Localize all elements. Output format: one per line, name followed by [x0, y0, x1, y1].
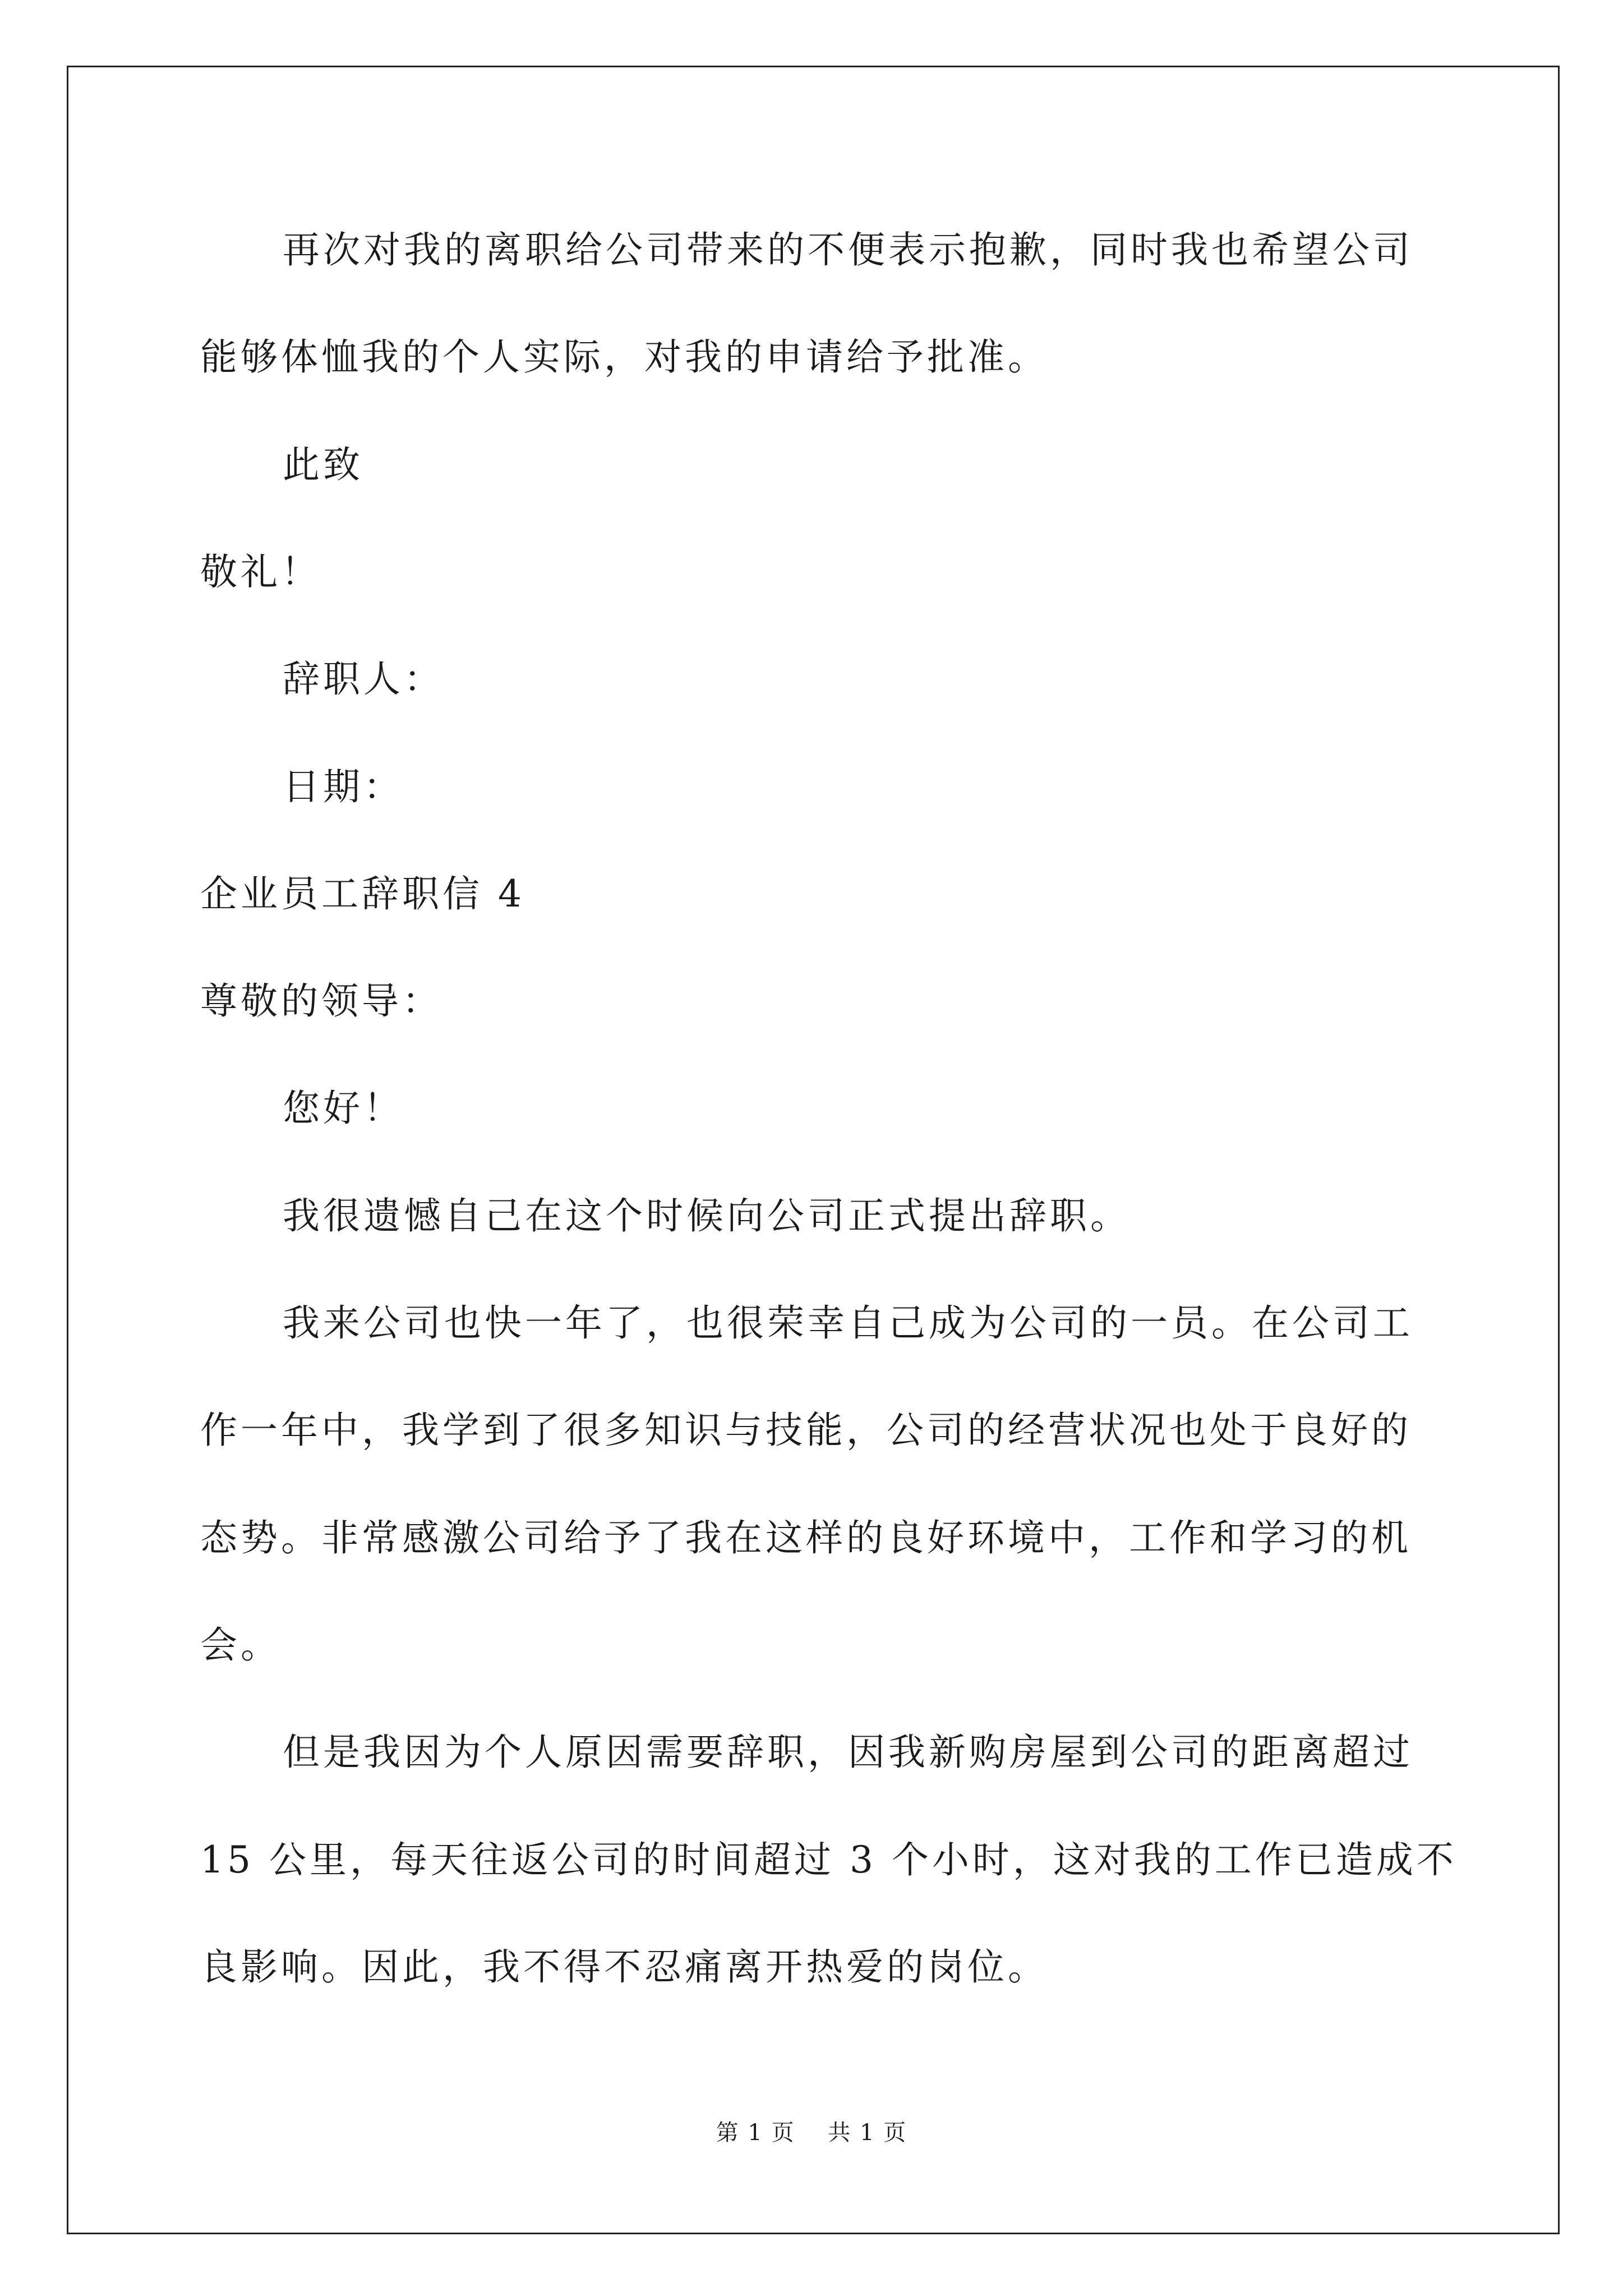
salutation-closing: 敬礼！	[200, 550, 321, 593]
date-label: 日期：	[283, 765, 404, 808]
greeting: 您好！	[283, 1087, 404, 1130]
paragraph-line: 我很遗憾自己在这个时候向公司正式提出辞职。	[283, 1194, 1131, 1237]
page-border	[67, 66, 1560, 2234]
paragraph-line: 15 公里，每天往返公司的时间超过 3 个小时，这对我的工作已造成不	[200, 1838, 1457, 1881]
greeting-addressee: 尊敬的领导：	[200, 979, 442, 1023]
page-number-footer: 第 1 页 共 1 页	[716, 2120, 907, 2146]
paragraph-line: 再次对我的离职给公司带来的不便表示抱歉，同时我也希望公司	[283, 228, 1413, 272]
paragraph-line: 我来公司也快一年了，也很荣幸自己成为公司的一员。在公司工	[283, 1301, 1413, 1345]
signature-label: 辞职人：	[283, 657, 444, 701]
closing-phrase: 此致	[283, 443, 363, 486]
section-title: 企业员工辞职信 4	[200, 872, 525, 915]
paragraph-line: 会。	[200, 1623, 281, 1667]
paragraph-line: 但是我因为个人原因需要辞职，因我新购房屋到公司的距离超过	[283, 1731, 1413, 1774]
paragraph-line: 态势。非常感激公司给予了我在这样的良好环境中，工作和学习的机	[200, 1516, 1412, 1559]
paragraph-line: 良影响。因此，我不得不忍痛离开热爱的岗位。	[200, 1945, 1048, 1989]
paragraph-line: 作一年中，我学到了很多知识与技能，公司的经营状况也处于良好的	[200, 1409, 1412, 1452]
paragraph-line: 能够体恤我的个人实际，对我的申请给予批准。	[200, 335, 1048, 379]
